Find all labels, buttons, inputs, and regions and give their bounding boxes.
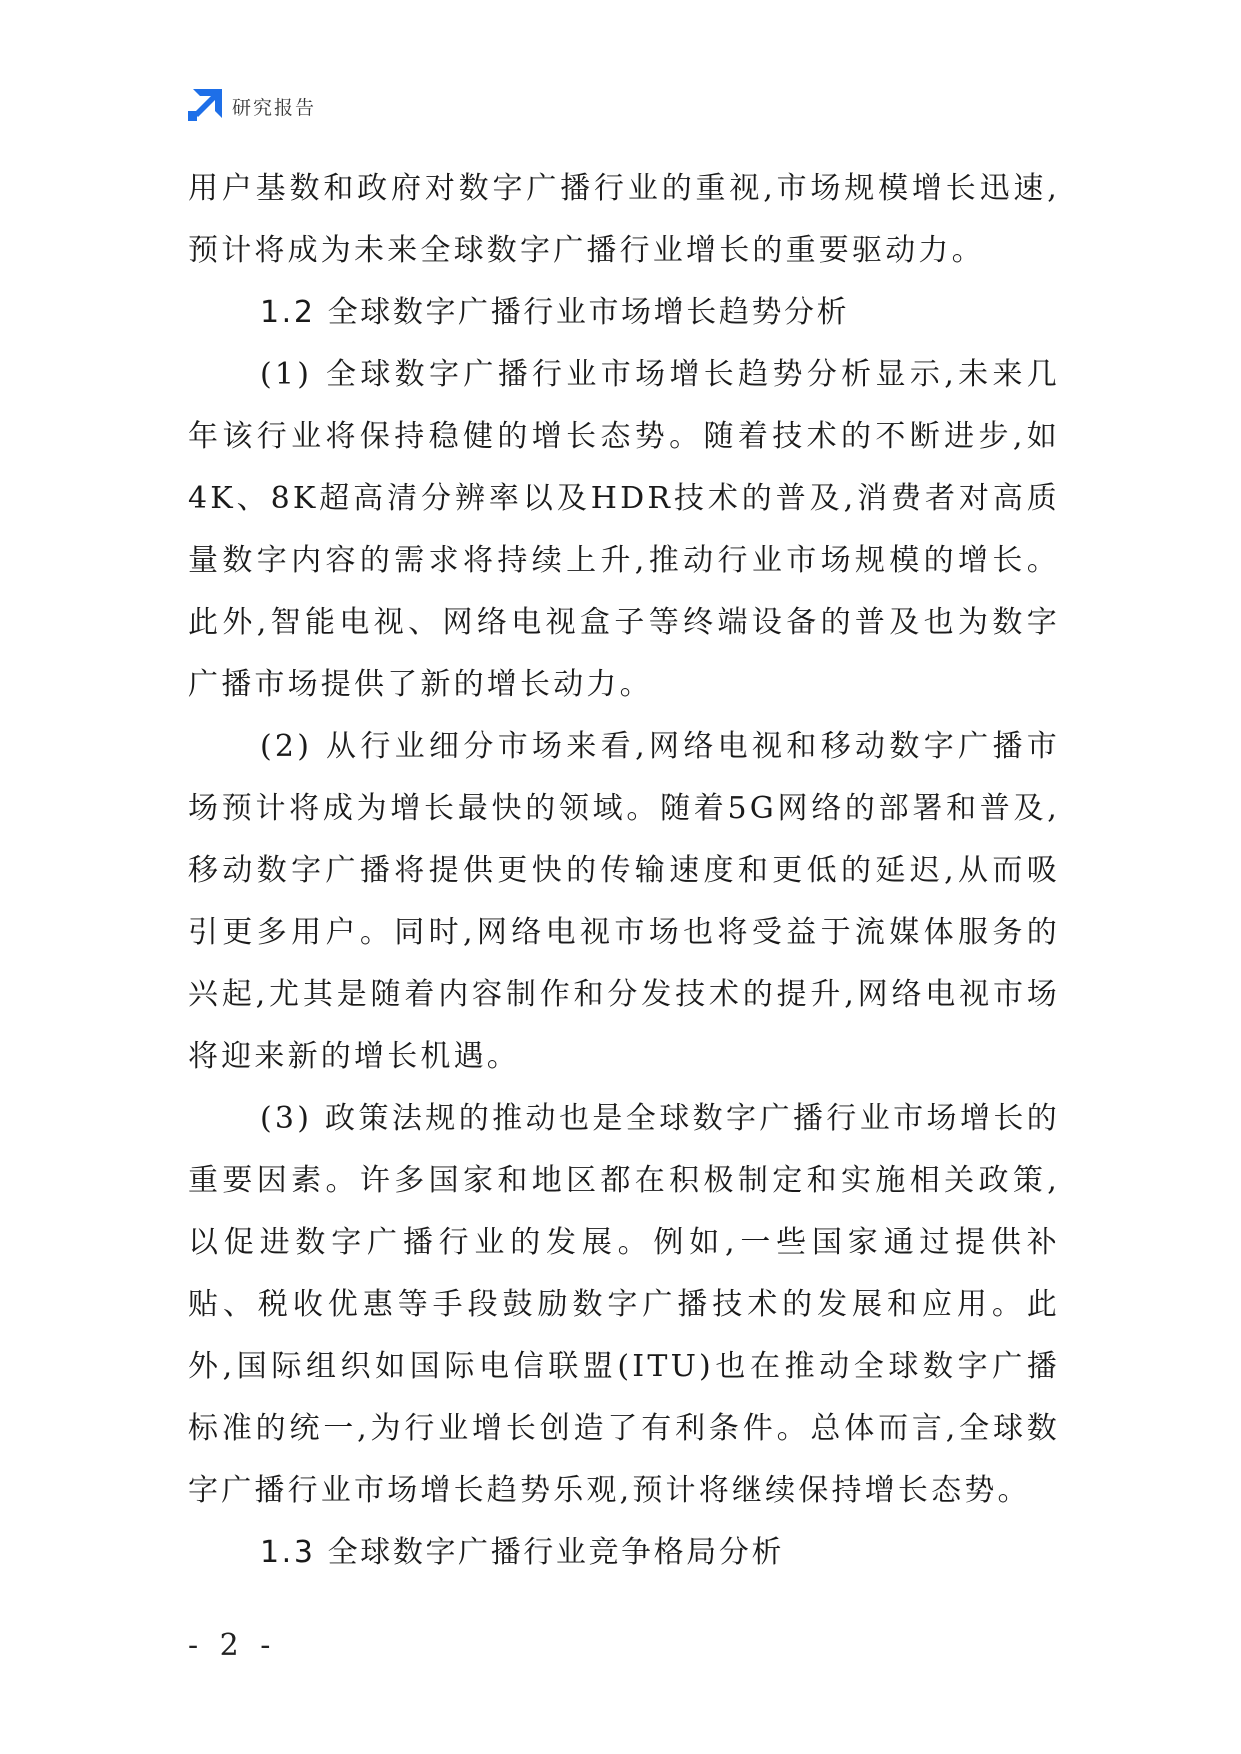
header-title: 研究报告 — [232, 96, 317, 119]
section-heading-1-2: 1.2 全球数字广播行业市场增长趋势分析 — [260, 295, 850, 330]
section-heading-1-3: 1.3 全球数字广播行业竞争格局分析 — [260, 1535, 785, 1570]
paragraph-point-2: (2) 从行业细分市场来看,网络电视和移动数字广播市场预计将成为增长最快的领域。随着5G网络的部署和普及,移动数字广播将提供更快的传输速度和更低的延迟,从而吸引更多用户。同时,网络电视市场也将受益于流媒体服务的兴起,尤其是随着内容制作和分发技术的提升,网络电视市场将迎来新的增长机遇。 — [188, 729, 1060, 1074]
page-header — [188, 88, 316, 124]
page-number: - 2 - — [188, 1628, 277, 1663]
intro-paragraph: 用户基数和政府对数字广播行业的重视,市场规模增长迅速,预计将成为未来全球数字广播行业增长的重要驱动力。 — [188, 171, 1060, 268]
paragraph-point-3: (3) 政策法规的推动也是全球数字广播行业市场增长的重要因素。许多国家和地区都在积极制定和实施相关政策,以促进数字广播行业的发展。例如,一些国家通过提供补贴、税收优惠等手段鼓励数字广播技术的发展和应用。此外,国际组织如国际电信联盟(ITU)也在推动全球数字广播标准的统一,为行业增长创造了有利条件。总体而言,全球数字广播行业市场增长趋势乐观,预计将继续保持增长态势。 — [188, 1101, 1060, 1508]
paragraph-point-1: (1) 全球数字广播行业市场增长趋势分析显示,未来几年该行业将保持稳健的增长态势。随着技术的不断进步,如4K、8K超高清分辨率以及HDR技术的普及,消费者对高质量数字内容的需求将持续上升,推动行业市场规模的增长。此外,智能电视、网络电视盒子等终端设备的普及也为数字广播市场提供了新的增长动力。 — [188, 357, 1060, 702]
document-body — [188, 158, 1060, 1584]
arrow-up-right-icon — [188, 89, 222, 123]
